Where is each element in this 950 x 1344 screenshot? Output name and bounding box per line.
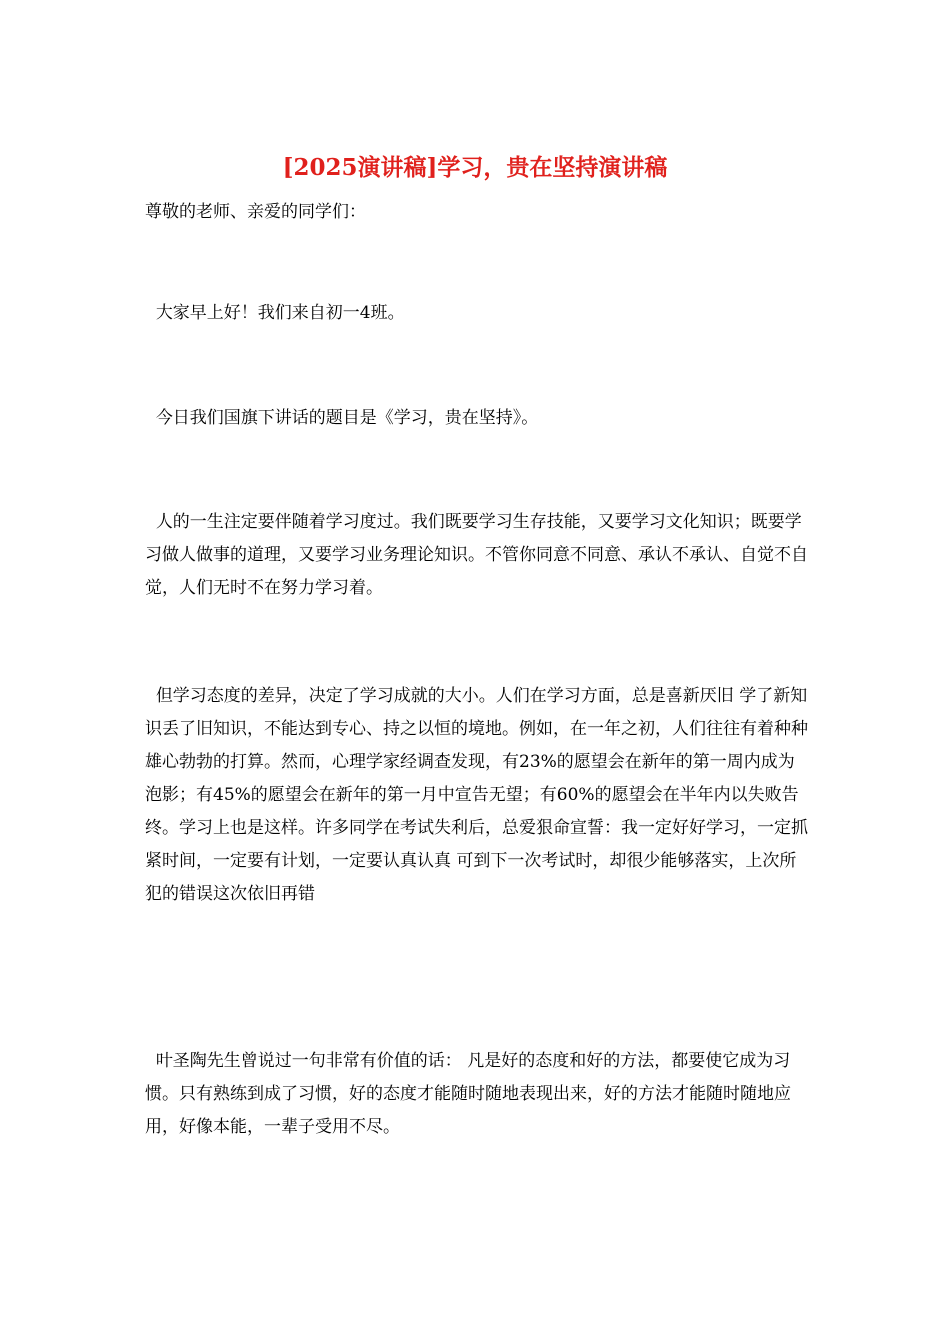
paragraph-greeting: 大家早上好！我们来自初一4班。 [145, 303, 405, 323]
document-title: [2025演讲稿]学习，贵在坚持演讲稿 [282, 154, 668, 181]
salutation: 尊敬的老师、亲爱的同学们： [145, 202, 366, 222]
paragraph-topic: 今日我们国旗下讲话的题目是《学习，贵在坚持》。 [145, 408, 539, 428]
paragraph-lifelong-learning: 人的一生注定要伴随着学习度过。我们既要学习生存技能，又要学习文化知识；既要学习做人做事的道理，又要学习业务理论知识。不管你同意不同意、承认不承认、自觉不自觉，人们无时不在努力学习着。 [145, 512, 808, 598]
paragraph-quote: 叶圣陶先生曾说过一句非常有价值的话： 凡是好的态度和好的方法，都要使它成为习惯。只有熟练到成了习惯，好的态度才能随时随地表现出来，好的方法才能随时随地应用，好像本能，一辈子受用不尽。 [145, 1051, 791, 1137]
paragraph-learning-attitude: 但学习态度的差异，决定了学习成就的大小。人们在学习方面，总是喜新厌旧 学了新知识丢了旧知识，不能达到专心、持之以恒的境地。例如，在一年之初，人们往往有着种种雄心勃勃的打算。然而，心理学家经调查发现，有23%的愿望会在新年的第一周内成为泡影；有45%的愿望会在新年的第一月中宣告无望；有60%的愿望会在半年内以失败告终。学习上也是这样。许多同学在考试失利后，总爱狠命宣誓：我一定好好学习，一定抓紧时间，一定要有计划，一定要认真认真 可到下一次考试时，却很少能够落实，上次所犯的错误这次依旧再错 [145, 686, 808, 904]
